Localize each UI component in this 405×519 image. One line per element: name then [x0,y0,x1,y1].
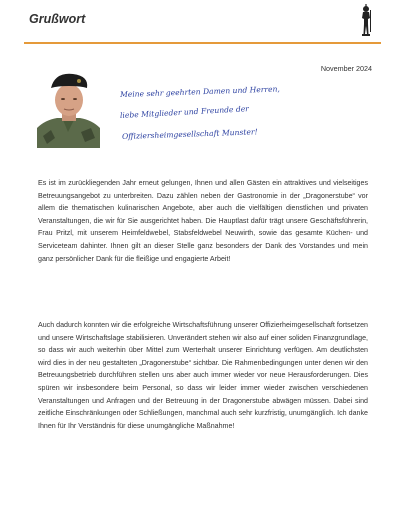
portrait-image [37,66,100,148]
body-paragraph-2: Auch dadurch konnten wir die erfolgreiche Wirtschaftsführung unserer Offizierheimgesellschaft fortsetzen und unsere Wirtschaftslage stabilisieren. Unverändert stehen wir also auf einer soliden Finanzgrundlage, so dass wir auch weiterhin über Mittel zum Werterhalt unserer Einrichtung verfügen. Am deutlichsten wird dies in der neu gestalteten „Dragonerstube“ sichtbar. Die Rahmenbedingungen unter denen wir den Betreuungsbetrieb durchführen stellen uns aber auch immer wieder vor neue Herausforderungen. Dies spüren wir insbesondere beim Personal, so dass wir leider immer wieder zwischen verschiedenen Veranstaltungen und Anfragen und der Betreuung in der Dragonerstube abwägen müssen. Dabei sind zeitliche Einschränkungen oder Schließungen, manchmal auch sehr kurzfristig, unumgänglich. Ich danke Ihnen für Ihr Verständnis für diese unumgängliche Maßnahme! [38,321,368,430]
greeting-line-2: liebe Mitglieder und Freunde der [119,104,250,120]
header-rule [24,42,381,44]
greeting-line-1: Meine sehr geehrten Damen und Herren, [119,84,280,99]
handwritten-greeting [120,84,370,147]
body-paragraph-1: Es ist im zurückliegenden Jahr erneut gelungen, Ihnen und allen Gästen ein attraktives und vielseitiges Betreuungsangebot zu unterbreiten. Dazu zählen neben der Gastronomie in der „Dragonerstube“ vor allem die thematischen kulinarischen Angebote, aber auch die vielfältigen dienstlichen und privaten Veranstaltungen, die wir für Sie ausgerichtet haben. Die Hauptlast dafür trägt unsere Geschäftsführerin, Frau Pritzl, mit unserem Heimfeldwebel, Stabsfeldwebel Neuwirth, sowie das gesamte Küchen- und Serviceteam dahinter. Ihnen gilt an dieser Stelle ganz besonders der Dank des Vorstandes und mein ganz persönlicher Dank für die fleißige und engagierte Arbeit! [38,179,368,263]
header [0,0,405,46]
page-title: Grußwort [29,12,86,26]
date-label: November 2024 [320,64,372,73]
greeting-line-3: Offiziersheimgesellschaft Munster! [121,127,258,141]
knight-icon [358,4,374,38]
